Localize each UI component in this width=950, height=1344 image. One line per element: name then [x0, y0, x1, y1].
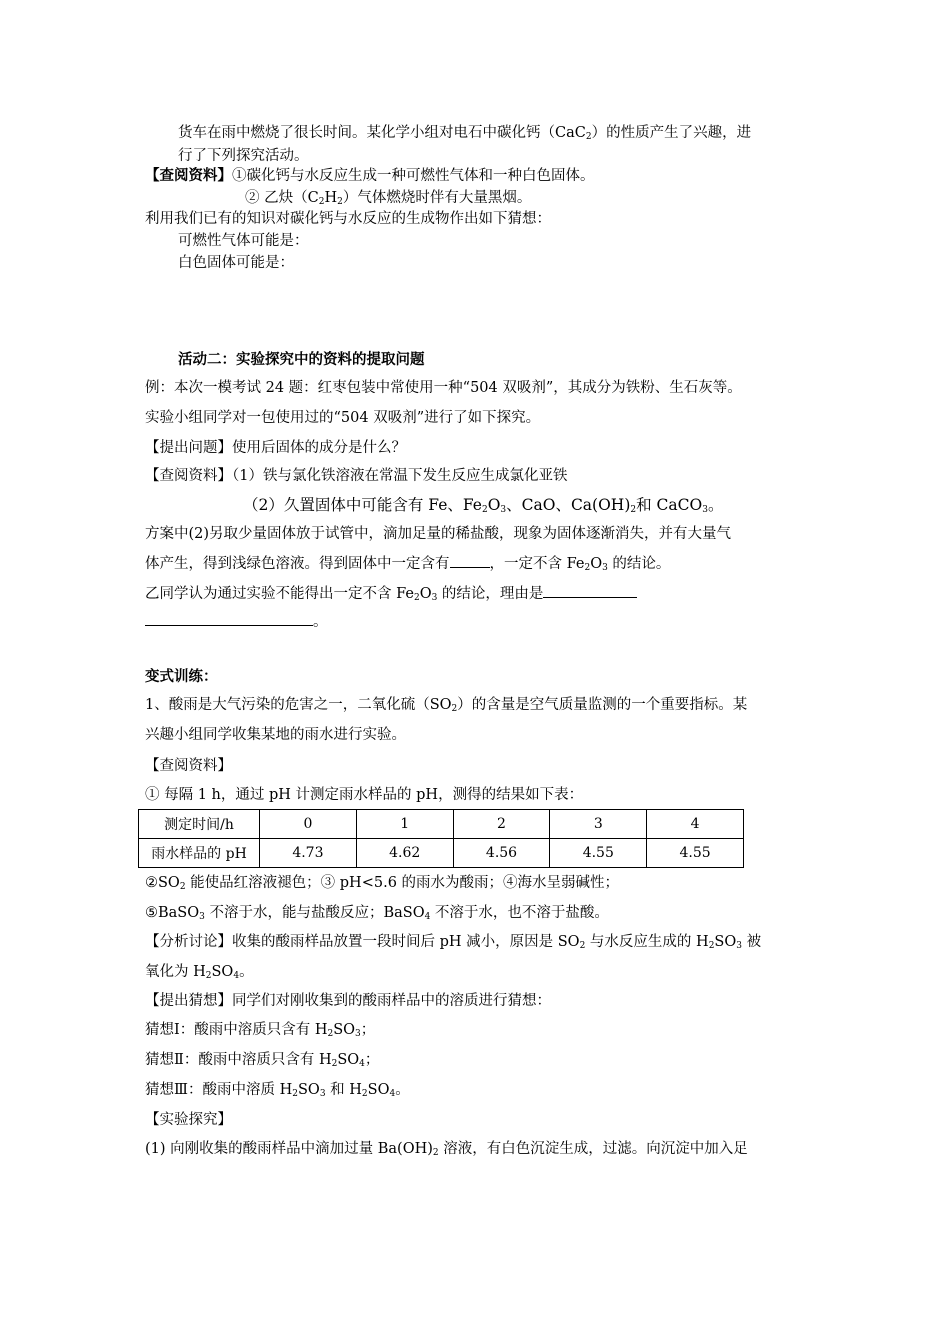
table-header-cell: 测定时间/h	[139, 810, 260, 839]
question-line: 1、酸雨是大气污染的危害之一，二氧化硫$(SO_2)$的含量是空气质量监测的一个重要指标。某	[145, 697, 748, 714]
table-cell: 4.55	[550, 839, 647, 868]
analysis-line: 【分析讨论】收集的酸雨样品放置一段时间后 pH 减小，原因是 $SO_2$ 与水反应生成的 $H_2SO_3$ 被	[145, 934, 762, 951]
question-line: 【提出问题】使用后固体的成分是什么？	[145, 440, 406, 456]
section-heading: 变式训练：	[145, 668, 218, 685]
consult-info-line: 【查阅资料】（1）铁与氯化铁溶液在常温下发生反应生成氯化亚铁	[145, 468, 568, 484]
section-label: 【查阅资料】	[145, 758, 232, 774]
hypothesis-intro: 【提出猜想】同学们对刚收集到的酸雨样品中的溶质进行猜想：	[145, 993, 551, 1009]
table-cell: 3	[550, 810, 647, 839]
example-line: 实验小组同学对一包使用过的“504 双吸剂”进行了如下探究。	[145, 410, 541, 426]
consult-info-line: ② 乙炔$(C_2H_2)$气体燃烧时伴有大量黑烟。	[245, 190, 532, 207]
paragraph-line: 行了下列探究活动。	[178, 148, 309, 164]
hypothesis-line: 猜想Ⅲ：酸雨中溶质 $H_2SO_3$ 和 $H_2SO_4$。	[145, 1082, 410, 1099]
plan-line: 体产生，得到浅绿色溶液。得到固体中一定含有 ，一定不含 $Fe_2O_3$ 的结论。	[145, 553, 670, 574]
table-cell: 4.56	[453, 839, 550, 868]
answer-blank[interactable]	[145, 611, 313, 626]
plan-line: 方案中(2)另取少量固体放于试管中，滴加足量的稀盐酸，现象为固体逐渐消失，并有大量气	[145, 526, 732, 542]
answer-blank[interactable]	[543, 583, 637, 598]
paragraph-line: 货车在雨中燃烧了很长时间。某化学小组对电石中碳化钙（CaC$_2$）的性质产生了兴趣，进	[178, 125, 752, 142]
table-row	[139, 810, 744, 839]
section-label: 【查阅资料】	[145, 167, 232, 184]
reason-line: 。	[145, 611, 328, 632]
consult-info-line: 【查阅资料】①碳化钙与水反应生成一种可燃性气体和一种白色固体。	[145, 167, 595, 184]
table-cell: 1	[356, 810, 453, 839]
answer-blank[interactable]	[450, 553, 490, 568]
section-heading: 活动二：实验探究中的资料的提取问题	[178, 351, 425, 368]
consult-info-line: ⑤BaSO$_3$ 不溶于水，能与盐酸反应；BaSO$_4$ 不溶于水，也不溶于盐酸。	[145, 905, 609, 922]
table-cell: 2	[453, 810, 550, 839]
reason-line: 乙同学认为通过实验不能得出一定不含 $Fe_2O_3$ 的结论，理由是	[145, 583, 637, 604]
analysis-line: 氧化为 $H_2SO_4$。	[145, 964, 254, 981]
guess-line: 白色固体可能是：	[178, 255, 294, 271]
table-cell: 4.73	[260, 839, 357, 868]
guess-line: 可燃性气体可能是：	[178, 233, 309, 249]
table-cell: 4.55	[647, 839, 744, 868]
section-label: 【实验探究】	[145, 1112, 232, 1128]
ph-table	[138, 809, 744, 868]
question-line: 兴趣小组同学收集某地的雨水进行实验。	[145, 727, 406, 743]
table-row	[139, 839, 744, 868]
consult-info-line: ① 每隔 1 h，通过 pH 计测定雨水样品的 pH，测得的结果如下表：	[145, 787, 584, 803]
hypothesis-line: 猜想Ⅱ：酸雨中溶质只含有 $H_2SO_4$；	[145, 1052, 380, 1069]
experiment-line: (1) 向刚收集的酸雨样品中滴加过量 $Ba(OH)_2$ 溶液，有白色沉淀生成，过滤。向沉淀中加入足	[145, 1141, 748, 1158]
example-line: 例：本次一模考试 24 题：红枣包装中常使用一种“504 双吸剂”，其成分为铁粉、生石灰等。	[145, 380, 742, 396]
paragraph-line: 利用我们已有的知识对碳化钙与水反应的生成物作出如下猜想：	[145, 211, 551, 227]
table-cell: 4	[647, 810, 744, 839]
consult-info-line: $②SO_2$ 能使品红溶液褪色；③ pH<5.6 的雨水为酸雨；④海水呈弱碱性；	[145, 875, 620, 892]
table-cell: 0	[260, 810, 357, 839]
hypothesis-line: 猜想Ⅰ：酸雨中溶质只含有 $H_2SO_3$；	[145, 1022, 376, 1039]
table-cell: 4.62	[356, 839, 453, 868]
table-header-cell: 雨水样品的 pH	[139, 839, 260, 868]
consult-info-line: （2）久置固体中可能含有 Fe、$Fe_2O_3$、CaO、$Ca(OH)_2$和 CaCO$_3$。	[243, 496, 724, 515]
